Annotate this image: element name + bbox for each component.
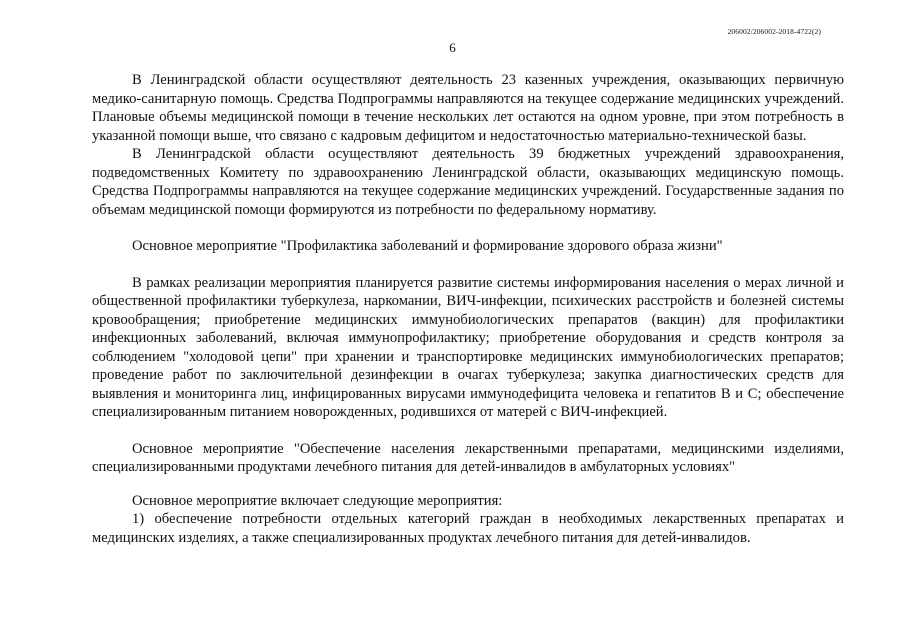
document-body (92, 71, 844, 547)
document-id: 206002/206002-2018-4722(2) (727, 27, 821, 36)
paragraph-3: В рамках реализации мероприятия планируется развитие системы информирования населения о мерах личной и общественной профилактики туберкулеза, наркомании, ВИЧ-инфекции, психических расстройств и болезней системы кровообращения; приобретение медицинских иммунобиологических препаратов (вакцин) для профилактики инфекционных заболеваний, включая иммунопрофилактику; приобретение оборудования и средств контроля за соблюдением "холодовой цепи" при хранении и транспортировке медицинских иммунобиологических препаратов; проведение работ по заключительной дезинфекции в очагах туберкулеза; закупка диагностических средств для выявления и мониторинга лиц, инфицированных вирусами иммунодефицита человека и гепатитов В и С; обеспечение специализированным питанием новорожденных, родившихся от матерей с ВИЧ-инфекцией. (92, 274, 844, 420)
paragraph-2: В Ленинградской области осуществляют деятельность 39 бюджетных учреждений здравоохранения, подведомственных Комитету по здравоохранению Ленинградской области, оказывающих медицинскую помощь. Средства Подпрограммы направляются на текущее содержание медицинских учреждений. Государственные задания по объемам медицинской помощи формируются из потребности по федеральному нормативу. (92, 146, 844, 218)
page-number: 6 (449, 40, 456, 55)
paragraph-5: 1) обеспечение потребности отдельных категорий граждан в необходимых лекарственных препаратах и медицинских изделиях, а также специализированных продуктах лечебного питания для детей-инвалидов. (92, 511, 844, 546)
section-heading-medicines: Основное мероприятие "Обеспечение населения лекарственными препаратами, медицинскими изделиями, специализированными продуктами лечебного питания для детей-инвалидов в амбулаторных условиях" (92, 440, 844, 475)
section-heading-prevention: Основное мероприятие "Профилактика заболеваний и формирование здорового образа жизни" (132, 238, 723, 254)
paragraph-1: В Ленинградской области осуществляют деятельность 23 казенных учреждения, оказывающих первичную медико-санитарную помощь. Средства Подпрограммы направляются на текущее содержание медицинских учреждений. Плановые объемы медицинской помощи в течение нескольких лет остаются на одном уровне, при этом потребность в указанной помощи выше, что связано с кадровым дефицитом и недостаточностью материально-технической базы. (92, 72, 844, 144)
paragraph-4: Основное мероприятие включает следующие мероприятия: (132, 492, 503, 509)
